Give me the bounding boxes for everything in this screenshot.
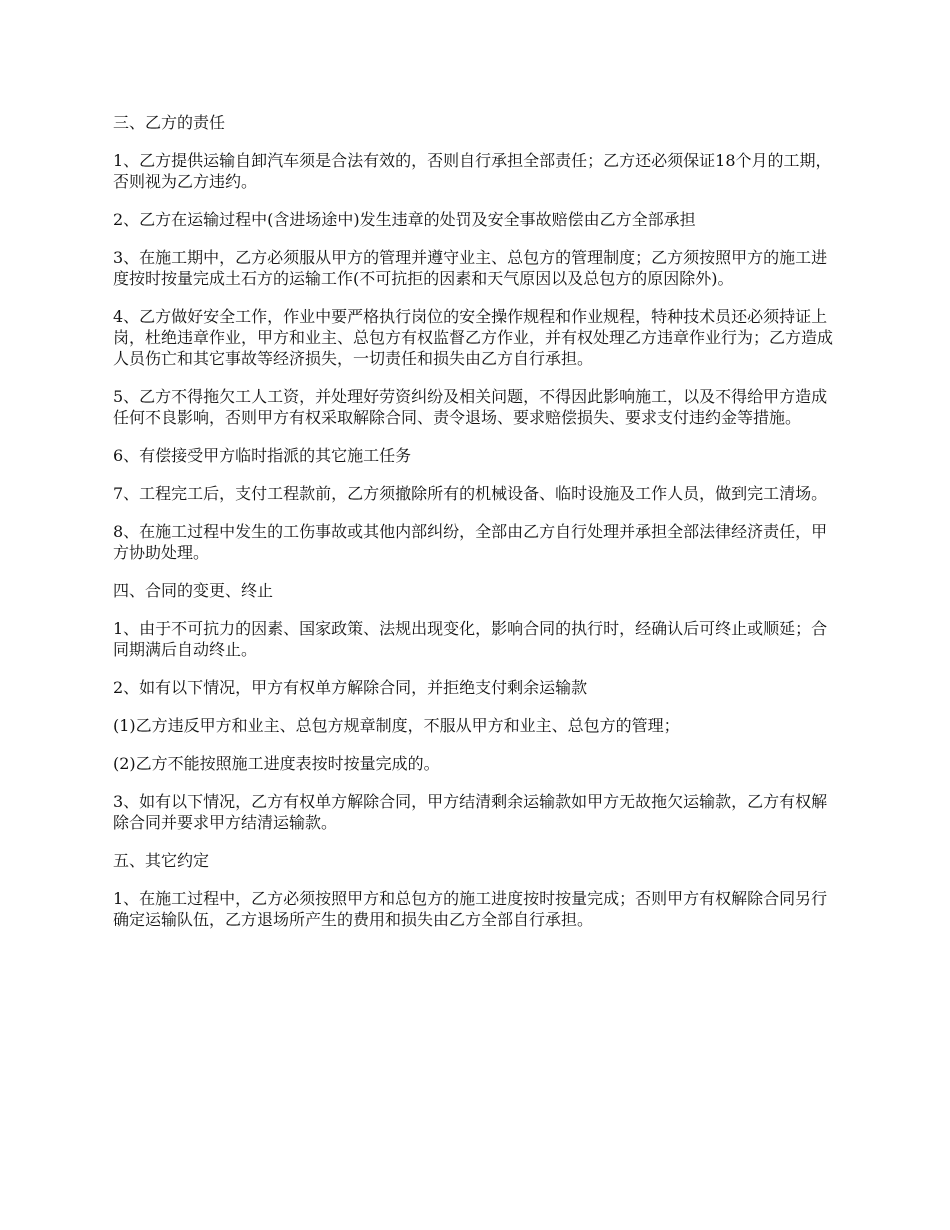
clause-3-8: 8、在施工过程中发生的工伤事故或其他内部纠纷，全部由乙方自行处理并承担全部法律经济责任，甲方协助处理。 (113, 522, 828, 562)
clause-4-2: 2、如有以下情况，甲方有权单方解除合同，并拒绝支付剩余运输款 (113, 678, 588, 697)
clause-3-1: 1、乙方提供运输自卸汽车须是合法有效的，否则自行承担全部责任；乙方还必须保证18个月的工期，否则视为乙方违约。 (113, 151, 832, 191)
clause-4-1: 1、由于不可抗力的因素、国家政策、法规出现变化，影响合同的执行时，经确认后可终止或顺延；合同期满后自动终止。 (113, 619, 828, 659)
clause-4-2-item-1: (1)乙方违反甲方和业主、总包方规章制度，不服从甲方和业主、总包方的管理； (113, 716, 680, 735)
section-heading-party-b-responsibilities: 三、乙方的责任 (113, 113, 226, 132)
clause-5-1: 1、在施工过程中，乙方必须按照甲方和总包方的施工进度按时按量完成；否则甲方有权解除合同另行确定运输队伍，乙方退场所产生的费用和损失由乙方全部自行承担。 (113, 889, 828, 929)
clause-4-3: 3、如有以下情况，乙方有权单方解除合同，甲方结清剩余运输款如甲方无故拖欠运输款，乙方有权解除合同并要求甲方结清运输款。 (113, 792, 828, 832)
clause-3-4: 4、乙方做好安全工作，作业中要严格执行岗位的安全操作规程和作业规程，特种技术员还必须持证上岗，杜绝违章作业，甲方和业主、总包方有权监督乙方作业，并有权处理乙方违章作业行为；乙方造成人员伤亡和其它事故等经济损失，一切责任和损失由乙方自行承担。 (113, 307, 834, 368)
section-heading-contract-change-termination: 四、合同的变更、终止 (113, 581, 274, 600)
clause-4-2-item-2: (2)乙方不能按照施工进度表按时按量完成的。 (113, 754, 440, 773)
clause-3-3: 3、在施工期中，乙方必须服从甲方的管理并遵守业主、总包方的管理制度；乙方须按照甲方的施工进度按时按量完成土石方的运输工作(不可抗拒的因素和天气原因以及总包方的原因除外)。 (113, 248, 828, 288)
section-heading-other-agreements: 五、其它约定 (113, 851, 210, 870)
clause-3-6: 6、有偿接受甲方临时指派的其它施工任务 (113, 446, 412, 465)
clause-3-2: 2、乙方在运输过程中(含进场途中)发生违章的处罚及安全事故赔偿由乙方全部承担 (113, 210, 696, 229)
clause-3-7: 7、工程完工后，支付工程款前，乙方须撤除所有的机械设备、临时设施及工作人员，做到完工清场。 (113, 484, 828, 503)
document-body (113, 112, 841, 947)
clause-3-5: 5、乙方不得拖欠工人工资，并处理好劳资纠纷及相关问题，不得因此影响施工，以及不得给甲方造成任何不良影响，否则甲方有权采取解除合同、责令退场、要求赔偿损失、要求支付违约金等措施。 (113, 387, 828, 427)
